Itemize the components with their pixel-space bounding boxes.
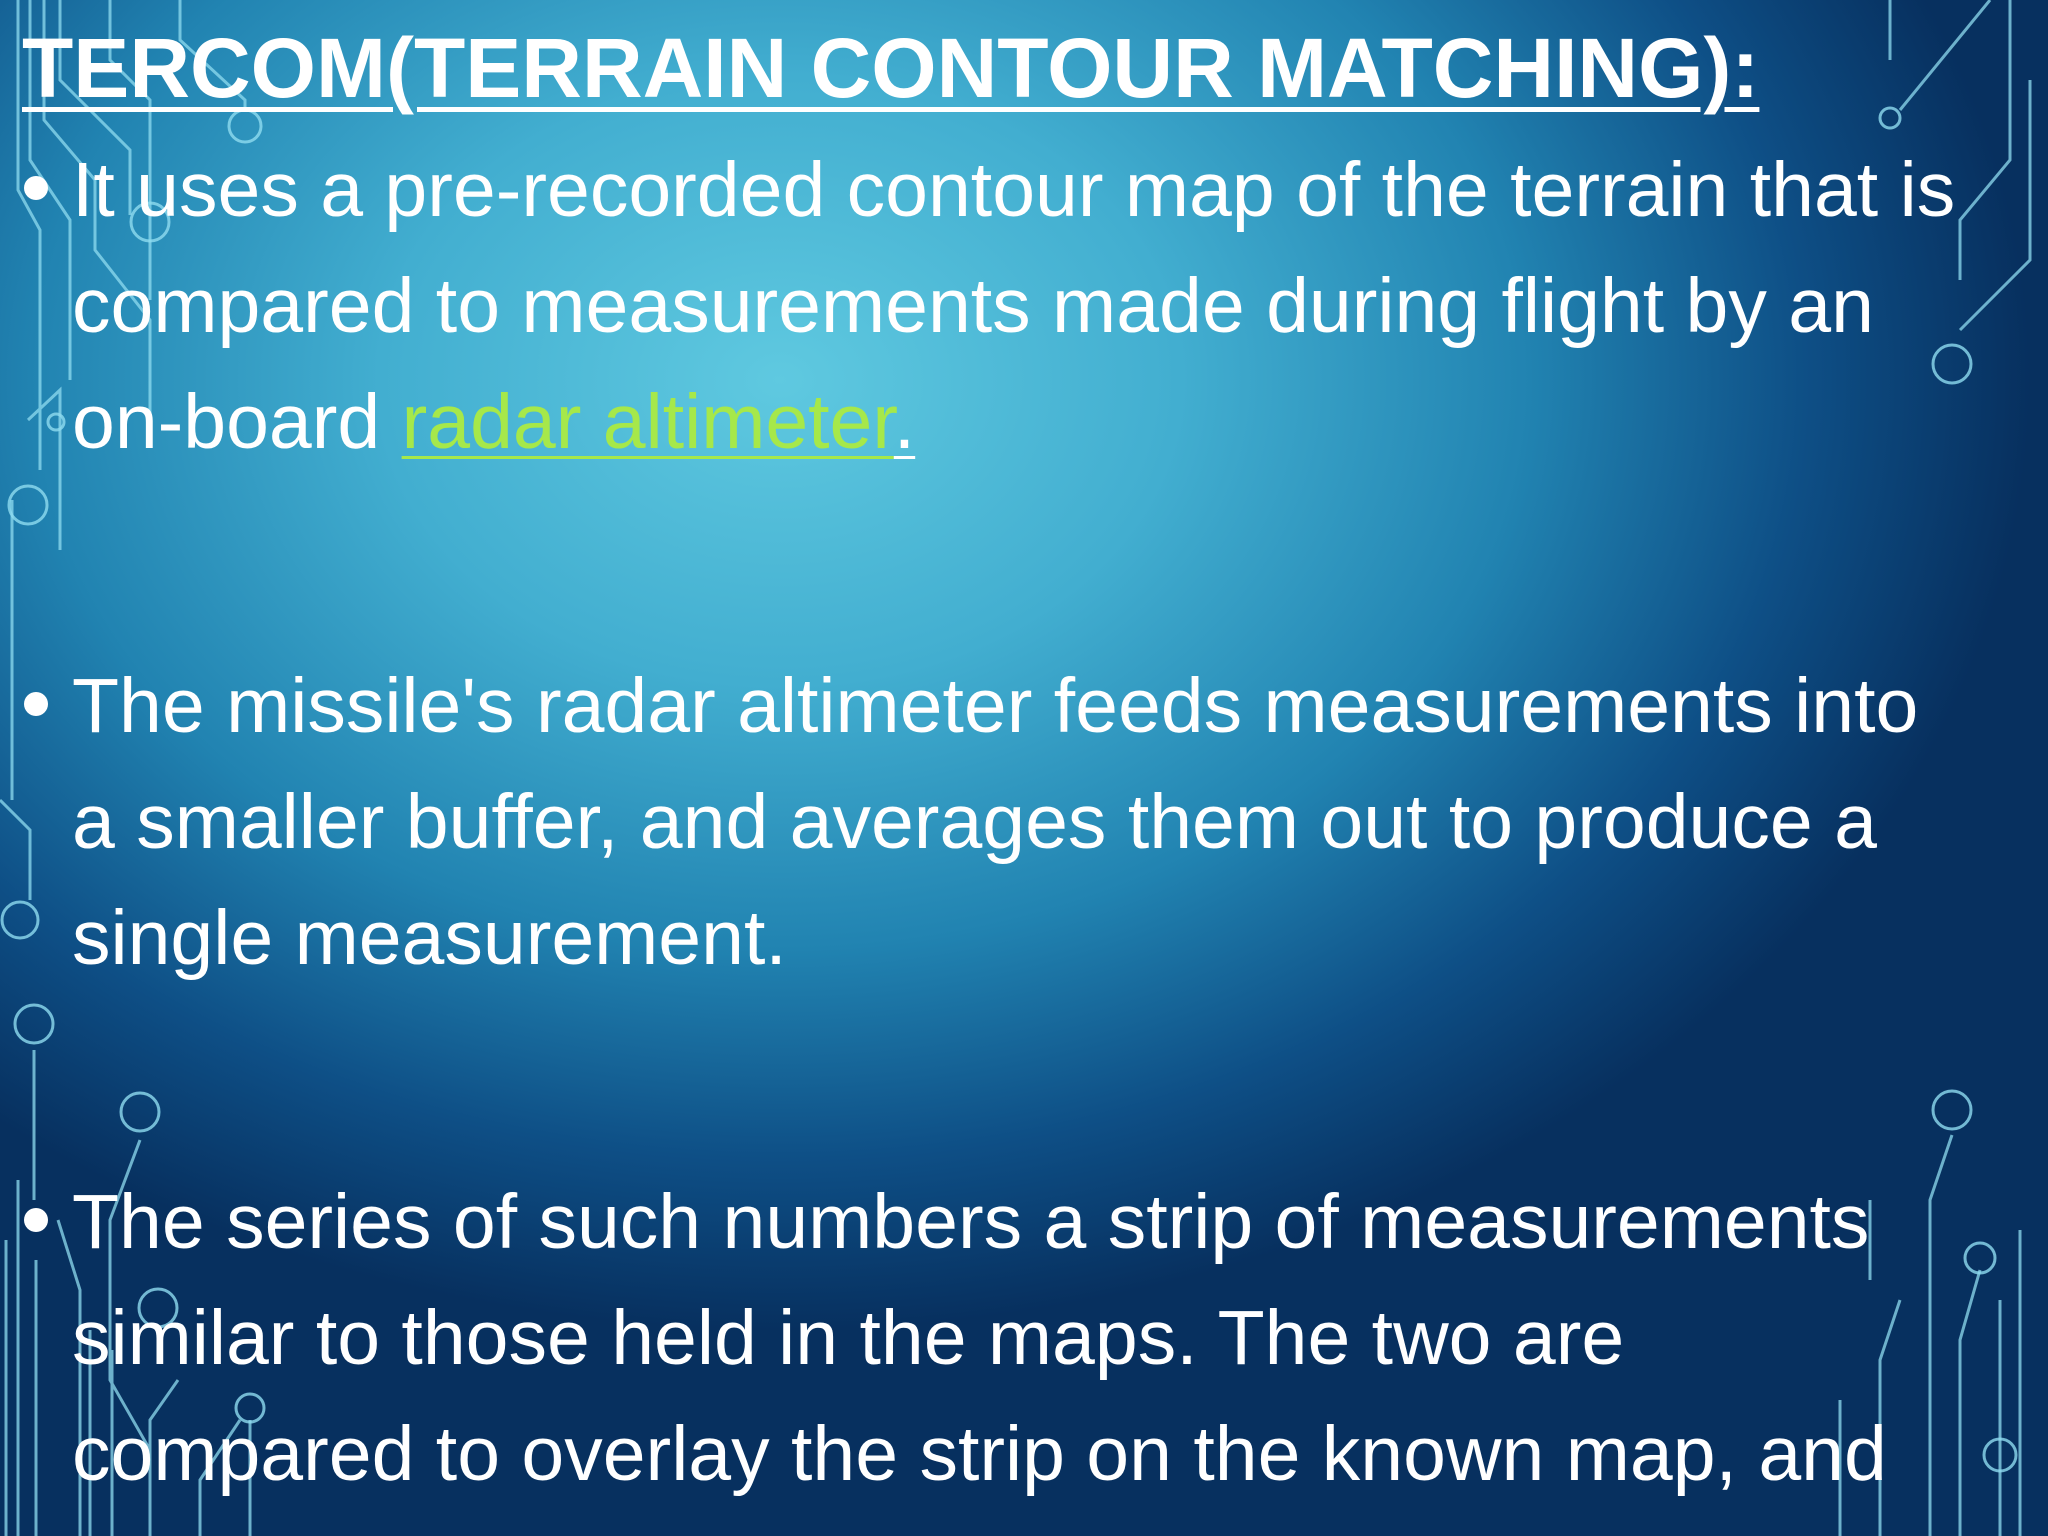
bullet-item <box>72 132 2032 480</box>
radar-altimeter-link[interactable]: radar altimeter <box>401 379 894 465</box>
bullet-line: single measurement. <box>72 895 787 981</box>
bullet-line-prefix: on-board <box>72 379 402 465</box>
bullet-line: The series of such numbers a strip of measurements <box>72 1179 1870 1265</box>
bullet-dot-icon <box>24 1208 48 1232</box>
bullet-line: a smaller buffer, and averages them out to produce a <box>72 779 1877 865</box>
bullet-line: It uses a pre-recorded contour map of the terrain that is <box>72 147 1956 233</box>
bullet-line: The missile's radar altimeter feeds measurements into <box>72 663 1919 749</box>
bullet-line-suffix: . <box>893 379 916 465</box>
bullet-line: similar to those held in the maps. The two are <box>72 1295 1625 1381</box>
bullet-line: compared to measurements made during flight by an <box>72 263 1874 349</box>
bullet-item <box>72 648 2032 996</box>
bullet-dot-icon <box>24 176 48 200</box>
bullet-line-with-link <box>72 364 2032 480</box>
bullet-line: compared to overlay the strip on the known map, and <box>72 1411 1887 1497</box>
bullet-item <box>72 1164 2032 1512</box>
slide-title: TERCOM(TERRAIN CONTOUR MATCHING): <box>22 21 1760 115</box>
bullet-dot-icon <box>24 692 48 716</box>
